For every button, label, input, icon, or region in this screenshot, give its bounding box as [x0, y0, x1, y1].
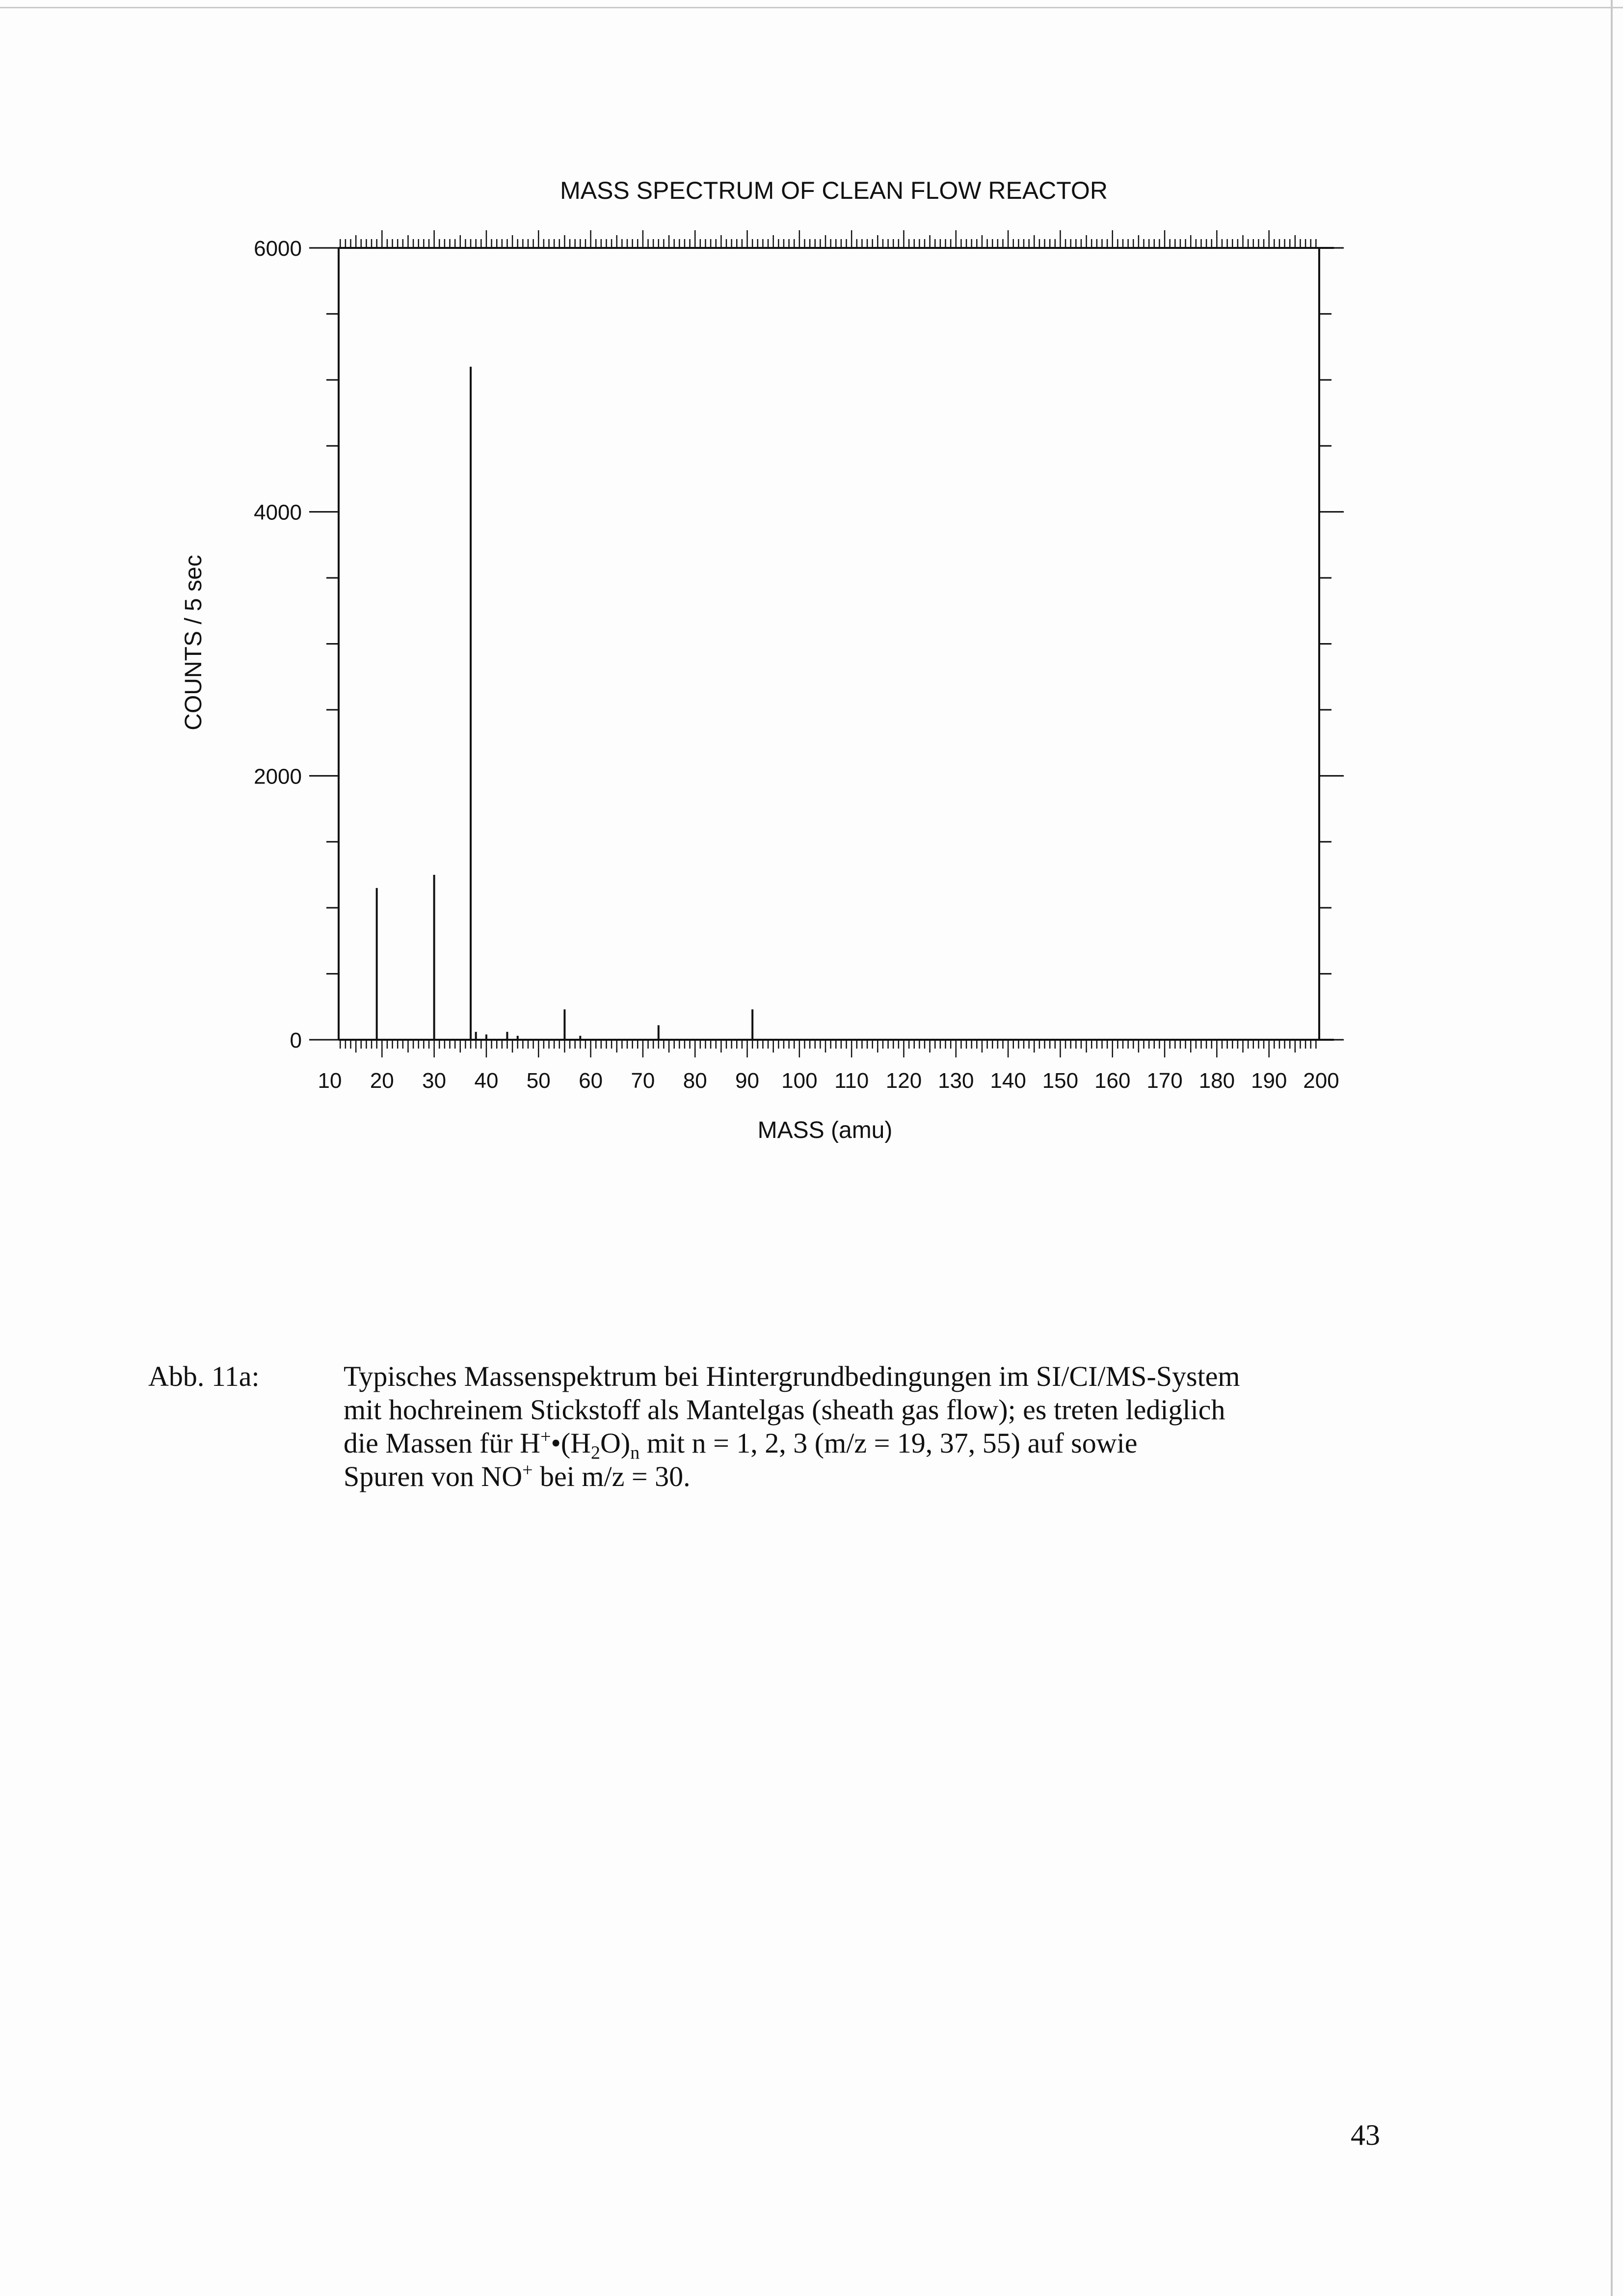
- x-tick-label: 160: [1094, 1069, 1131, 1093]
- y-tick-label: 0: [290, 1028, 302, 1053]
- x-tick-label: 70: [631, 1069, 655, 1093]
- x-tick-label: 40: [474, 1069, 499, 1093]
- y-tick-label: 2000: [254, 764, 302, 789]
- x-tick-label: 10: [318, 1069, 342, 1093]
- x-tick-label: 190: [1251, 1069, 1287, 1093]
- caption-line: Spuren von NO+ bei m/z = 30.: [344, 1459, 691, 1492]
- x-tick-label: 140: [990, 1069, 1026, 1093]
- figure-caption: [344, 1360, 1394, 1493]
- caption-line: mit hochreinem Stickstoff als Mantelgas (sheath gas flow); es treten lediglich: [344, 1394, 1225, 1426]
- y-tick-label: 6000: [254, 237, 302, 261]
- y-tick-labels: [254, 237, 302, 1053]
- x-tick-label: 130: [938, 1069, 974, 1093]
- x-tick-labels: [318, 1069, 1339, 1093]
- chart-title: MASS SPECTRUM OF CLEAN FLOW REACTOR: [560, 177, 1108, 204]
- x-tick-label: 30: [422, 1069, 447, 1093]
- x-tick-label: 50: [526, 1069, 551, 1093]
- figure-label: Abb. 11a:: [148, 1360, 260, 1392]
- x-tick-label: 60: [579, 1069, 603, 1093]
- spectrum-peaks: [377, 367, 752, 1040]
- x-tick-label: 80: [683, 1069, 707, 1093]
- x-tick-label: 110: [834, 1069, 869, 1093]
- axes: [339, 248, 1334, 1040]
- page-number: 43: [1351, 2119, 1380, 2151]
- tick-marks: [309, 230, 1344, 1057]
- x-tick-label: 150: [1042, 1069, 1079, 1093]
- x-tick-label: 100: [781, 1069, 818, 1093]
- caption-line: die Massen für $H^+•(H_2O)_n$ mit n = 1, 2, 3 (m/z = 19, 37, 55) auf sowie: [344, 1426, 1138, 1463]
- x-tick-label: 170: [1146, 1069, 1183, 1093]
- x-tick-label: 180: [1198, 1069, 1235, 1093]
- x-tick-label: 20: [370, 1069, 394, 1093]
- y-axis-label: COUNTS / 5 sec: [181, 555, 207, 730]
- x-axis-label: MASS (amu): [757, 1117, 893, 1143]
- x-tick-label: 90: [735, 1069, 760, 1093]
- y-tick-label: 4000: [254, 500, 302, 525]
- caption-line: Typisches Massenspektrum bei Hintergrundbedingungen im SI/CI/MS-System: [344, 1360, 1240, 1392]
- x-tick-label: 200: [1303, 1069, 1339, 1093]
- x-tick-label: 120: [885, 1069, 922, 1093]
